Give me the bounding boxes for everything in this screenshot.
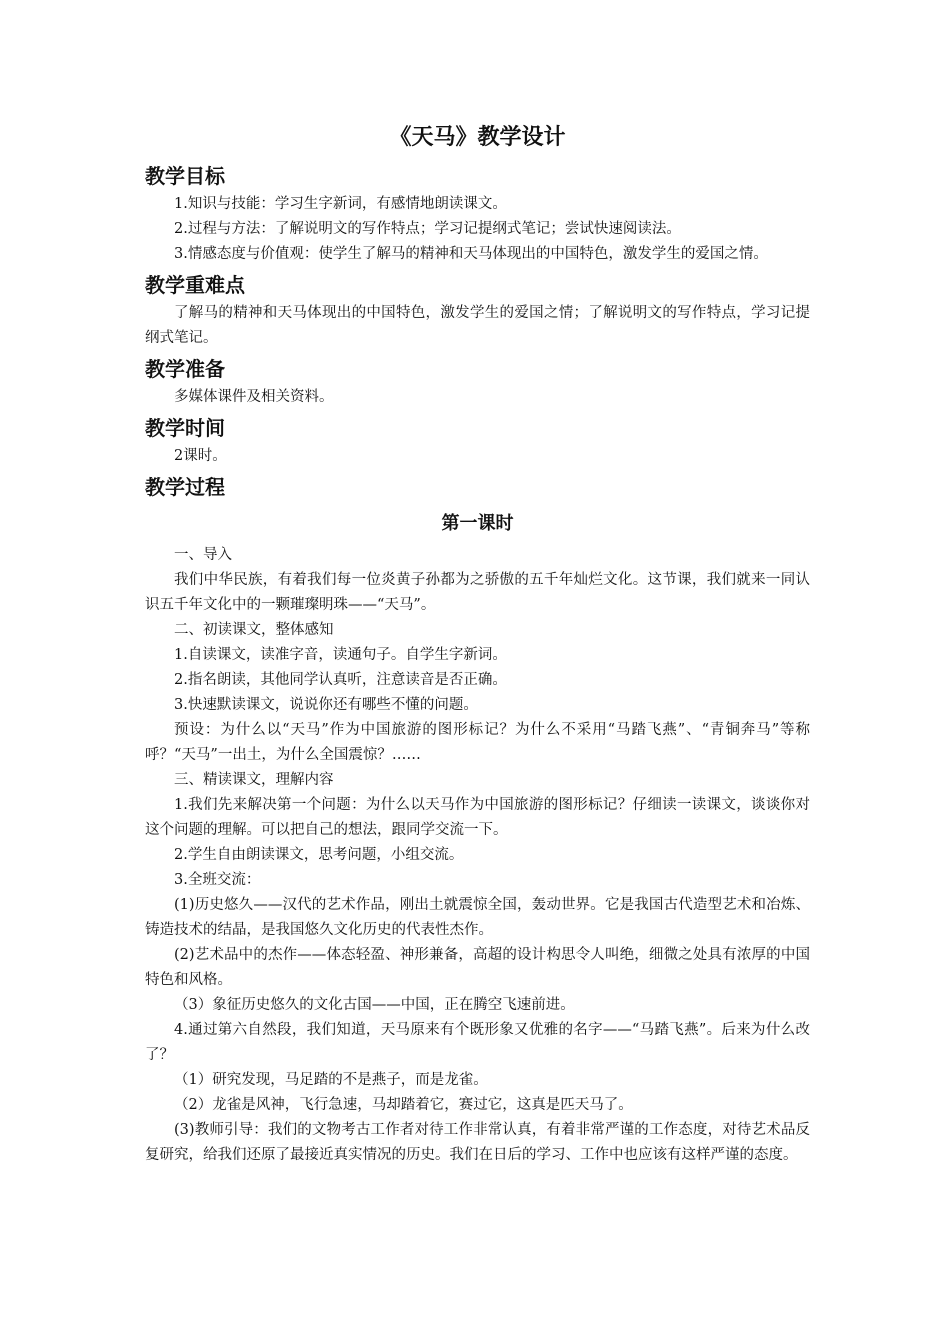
process-paragraph: 1.自读课文，读准字音，读通句子。自学生字新词。 bbox=[174, 647, 507, 663]
preparation-text: 多媒体课件及相关资料。 bbox=[174, 389, 334, 405]
process-paragraph: 二、初读课文，整体感知 bbox=[174, 622, 334, 638]
process-paragraph: 一、导入 bbox=[174, 547, 232, 563]
process-paragraph: （3）象征历史悠久的文化古国——中国，正在腾空飞速前进。 bbox=[174, 997, 575, 1013]
heading-duration: 教学时间 bbox=[145, 416, 225, 440]
process-paragraph: 4.通过第六自然段，我们知道，天马原来有个既形象又优雅的名字——“马踏飞燕”。后来为什么改了？ bbox=[145, 1022, 810, 1063]
process-paragraph: (2)艺术品中的杰作——体态轻盈、神形兼备，高超的设计构思令人叫绝，细微之处具有浓厚的中国特色和风格。 bbox=[145, 947, 810, 988]
key-points-text: 了解马的精神和天马体现出的中国特色，激发学生的爱国之情；了解说明文的写作特点，学习记提纲式笔记。 bbox=[145, 305, 810, 346]
document-title: 《天马》教学设计 bbox=[389, 125, 566, 150]
process-paragraph: (3)教师引导：我们的文物考古工作者对待工作非常认真，有着非常严谨的工作态度，对待艺术品反复研究，给我们还原了最接近真实情况的历史。我们在日后的学习、工作中也应该有这样严谨的态度。 bbox=[145, 1122, 810, 1163]
goal-item-3: 3.情感态度与价值观：使学生了解马的精神和天马体现出的中国特色，激发学生的爱国之情。 bbox=[174, 246, 768, 262]
heading-key-points: 教学重难点 bbox=[145, 273, 245, 297]
process-paragraph: (1)历史悠久——汉代的艺术作品，刚出土就震惊全国，轰动世界。它是我国古代造型艺术和冶炼、铸造技术的结晶，是我国悠久文化历史的代表性杰作。 bbox=[145, 897, 810, 938]
process-paragraph: 预设：为什么以“天马”作为中国旅游的图形标记？为什么不采用“马踏飞燕”、“青铜奔马”等称呼？“天马”一出土，为什么全国震惊？…… bbox=[145, 722, 810, 763]
goal-item-1: 1.知识与技能：学习生字新词，有感情地朗读课文。 bbox=[174, 196, 507, 212]
process-paragraph: 2.学生自由朗读课文，思考问题，小组交流。 bbox=[174, 847, 464, 863]
process-paragraph: 1.我们先来解决第一个问题：为什么以天马作为中国旅游的图形标记？仔细读一读课文，谈谈你对这个问题的理解。可以把自己的想法，跟同学交流一下。 bbox=[145, 797, 810, 838]
goal-item-2: 2.过程与方法：了解说明文的写作特点；学习记提纲式笔记；尝试快速阅读法。 bbox=[174, 221, 681, 237]
document-page bbox=[145, 118, 810, 1168]
heading-goals: 教学目标 bbox=[145, 164, 225, 188]
process-paragraph: 我们中华民族，有着我们每一位炎黄子孙都为之骄傲的五千年灿烂文化。这节课，我们就来一同认识五千年文化中的一颗璀璨明珠——“天马”。 bbox=[145, 572, 810, 613]
duration-text: 2课时。 bbox=[174, 448, 227, 464]
lesson-1-heading: 第一课时 bbox=[441, 513, 514, 534]
process-paragraph: （2）龙雀是风神，飞行急速，马却踏着它，赛过它，这真是匹天马了。 bbox=[174, 1097, 633, 1113]
heading-process: 教学过程 bbox=[145, 475, 225, 499]
process-paragraph: （1）研究发现，马足踏的不是燕子，而是龙雀。 bbox=[174, 1072, 488, 1088]
process-paragraph: 3.快速默读课文，说说你还有哪些不懂的问题。 bbox=[174, 697, 478, 713]
process-paragraph: 2.指名朗读，其他同学认真听，注意读音是否正确。 bbox=[174, 672, 507, 688]
heading-preparation: 教学准备 bbox=[145, 357, 225, 381]
process-paragraph: 三、精读课文，理解内容 bbox=[174, 772, 334, 788]
process-paragraph: 3.全班交流： bbox=[174, 872, 261, 888]
